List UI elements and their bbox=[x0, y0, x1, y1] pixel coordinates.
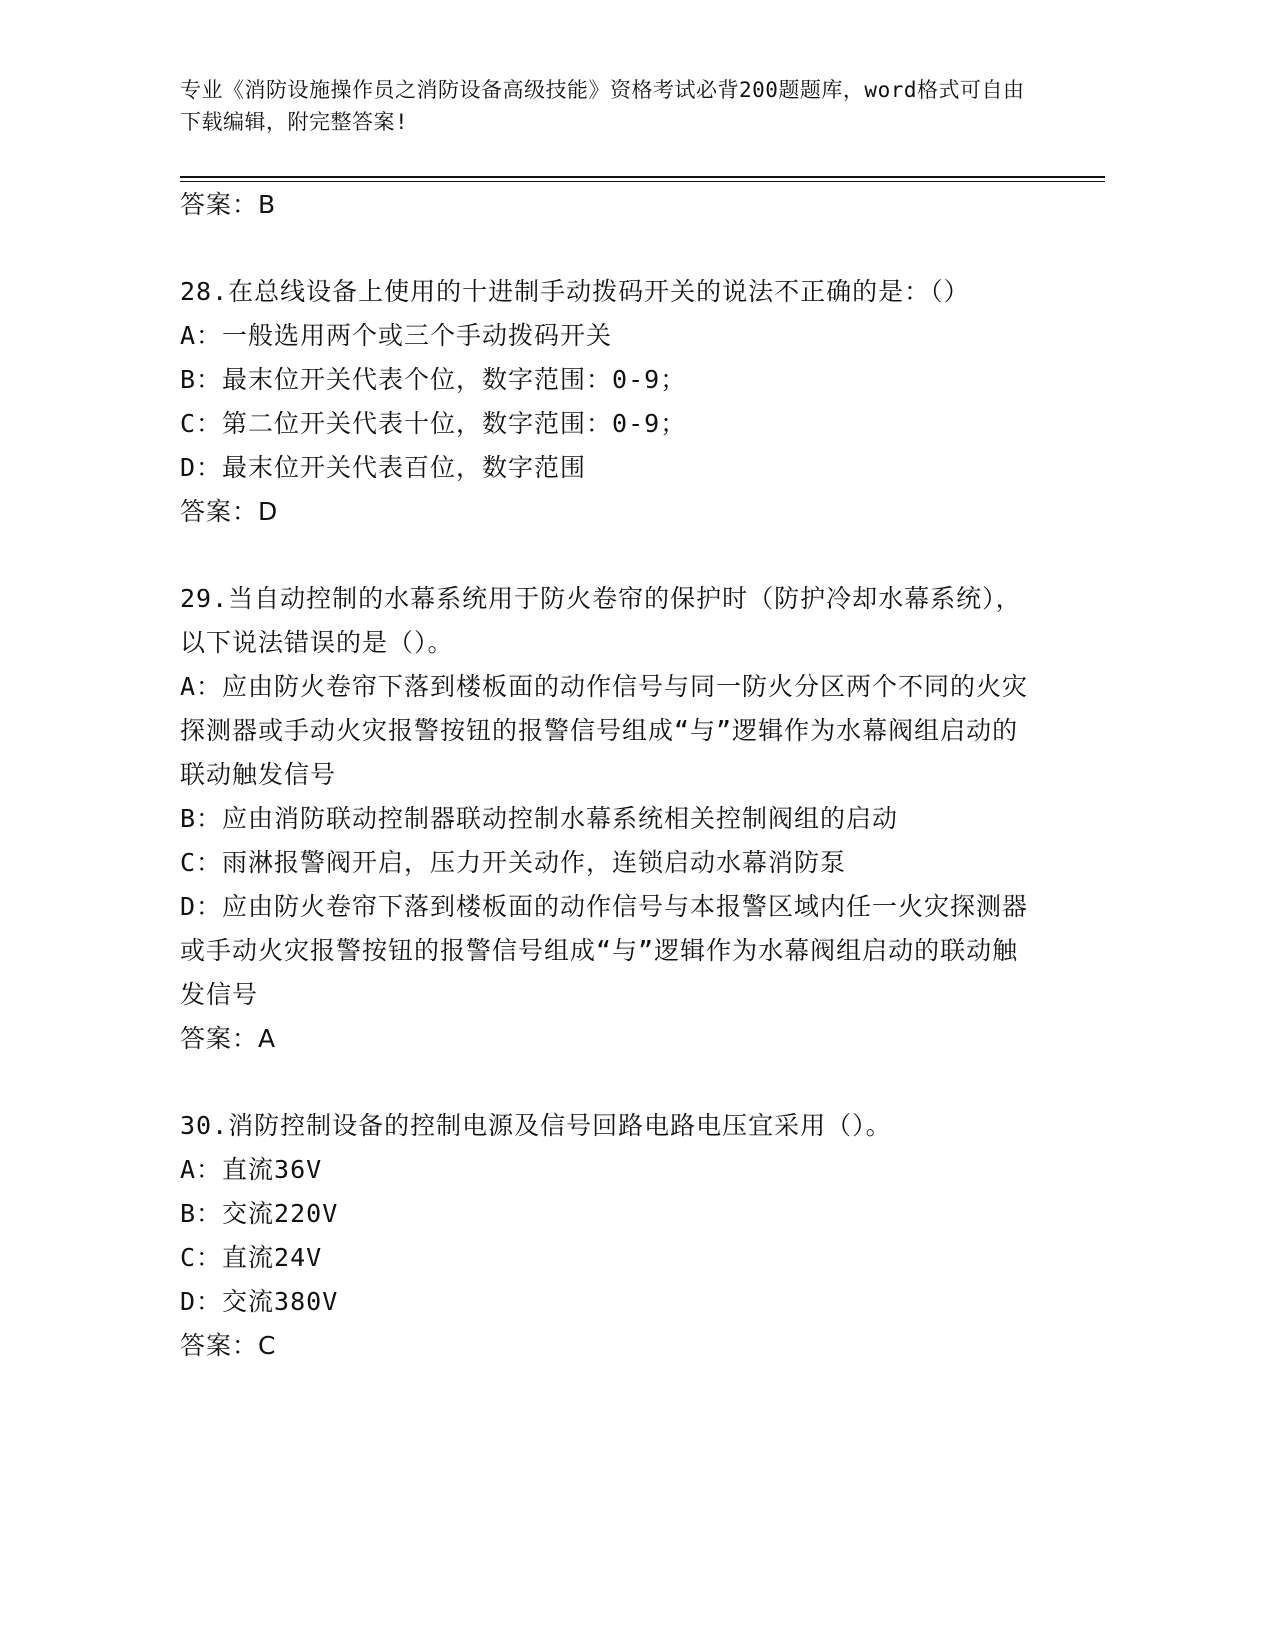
option-c: C：直流24V bbox=[180, 1243, 323, 1272]
spacer bbox=[180, 534, 1040, 577]
answer-line: 答案：B bbox=[180, 190, 277, 219]
answer-line: 答案：C bbox=[180, 1331, 277, 1360]
option-d: D：最末位开关代表百位，数字范围 bbox=[180, 453, 587, 482]
question-text: 28.在总线设备上使用的十进制手动拨码开关的说法不正确的是：（） bbox=[180, 277, 970, 306]
question-block bbox=[180, 270, 1040, 534]
option-a: A：直流36V bbox=[180, 1155, 323, 1184]
header-divider-thick bbox=[180, 176, 1105, 178]
option-b: B：交流220V bbox=[180, 1199, 339, 1228]
answer-line: 答案：D bbox=[180, 497, 279, 526]
option-a: A：一般选用两个或三个手动拨码开关 bbox=[180, 321, 613, 350]
option-c: C：第二位开关代表十位，数字范围：0-9； bbox=[180, 409, 687, 438]
option-d: D：应由防火卷帘下落到楼板面的动作信号与本报警区域内任一火灾探测器或手动火灾报警按钮的报警信号组成“与”逻辑作为水幕阀组启动的联动触发信号 bbox=[180, 892, 1029, 1009]
option-b: B：最末位开关代表个位，数字范围：0-9； bbox=[180, 365, 687, 394]
question-list bbox=[180, 183, 1040, 1368]
question-block bbox=[180, 577, 1040, 1061]
option-b: B：应由消防联动控制器联动控制水幕系统相关控制阀组的启动 bbox=[180, 804, 899, 833]
spacer bbox=[180, 1061, 1040, 1104]
question-text: 29.当自动控制的水幕系统用于防火卷帘的保护时（防护冷却水幕系统），以下说法错误的是（）。 bbox=[180, 584, 1022, 657]
answer-line: 答案：A bbox=[180, 1024, 277, 1053]
option-c: C：雨淋报警阀开启，压力开关动作，连锁启动水幕消防泵 bbox=[180, 848, 847, 877]
option-d: D：交流380V bbox=[180, 1287, 339, 1316]
header-divider-thin bbox=[180, 181, 1105, 182]
question-text: 30.消防控制设备的控制电源及信号回路电路电压宜采用（）。 bbox=[180, 1111, 892, 1140]
question-block bbox=[180, 1104, 1040, 1368]
option-a: A：应由防火卷帘下落到楼板面的动作信号与同一防火分区两个不同的火灾探测器或手动火灾报警按钮的报警信号组成“与”逻辑作为水幕阀组启动的联动触发信号 bbox=[180, 672, 1029, 789]
spacer bbox=[180, 227, 1040, 270]
document-header: 专业《消防设施操作员之消防设备高级技能》资格考试必背200题题库，word格式可自由下载编辑，附完整答案! bbox=[180, 78, 1025, 134]
